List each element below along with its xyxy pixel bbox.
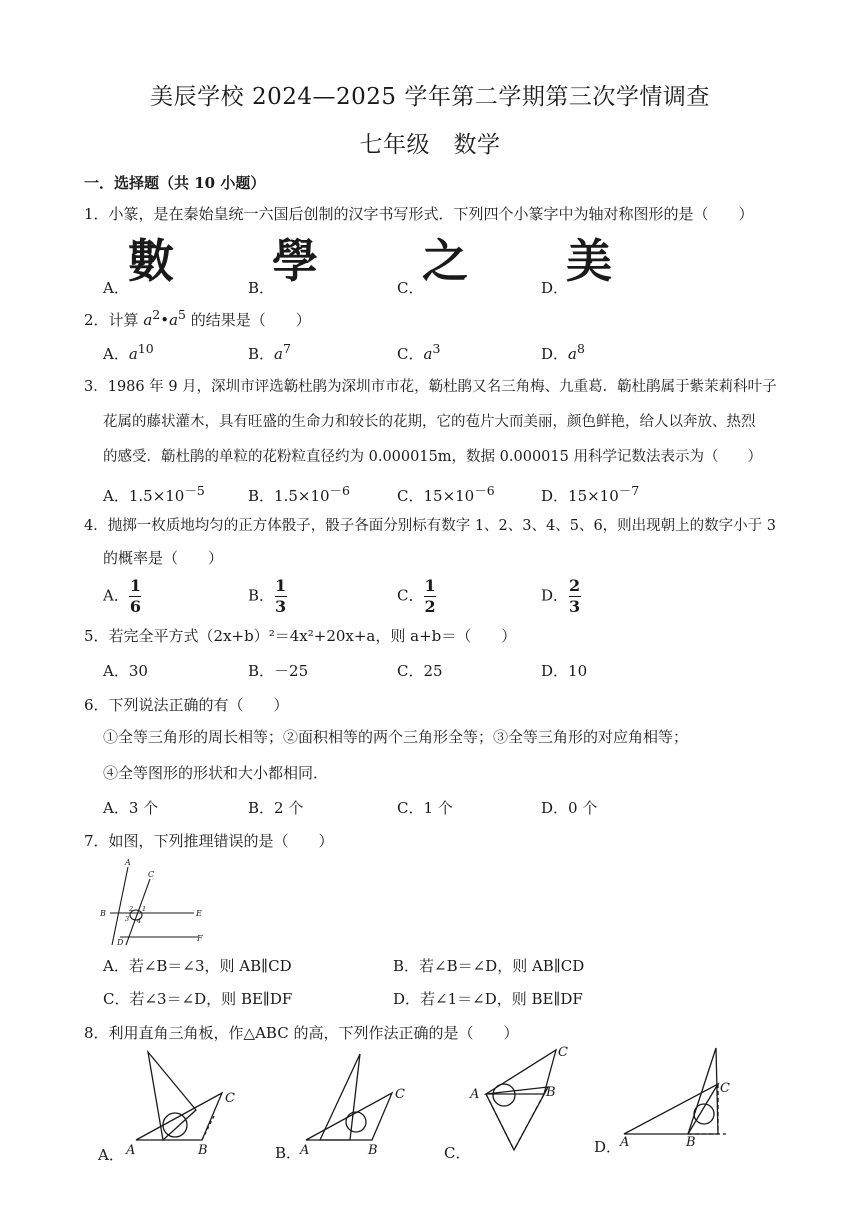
exam-subtitle: 七年级 数学 [359, 132, 501, 158]
q1-option-b-label: B． [248, 279, 275, 297]
q4-option-d-label: D． [541, 586, 569, 605]
q5-option-b: B．－25 [248, 662, 309, 680]
q4-option-b [248, 578, 287, 615]
q4-option-c-denominator: 2 [424, 597, 436, 616]
q8b-hole [346, 1112, 366, 1132]
q7-parallel-lines-figure [98, 855, 218, 950]
q3-option-d [541, 481, 639, 506]
q4-option-c-numerator: 1 [424, 576, 436, 595]
q4-option-d-denominator: 3 [569, 597, 581, 616]
q2-suffix: 的结果是（ ） [185, 311, 311, 329]
q2-base-2: a [169, 311, 179, 329]
q3-option-b-exp: －6 [329, 483, 350, 498]
q3-option-c-exp: －6 [474, 483, 495, 498]
q2-option-b-base: a [274, 345, 283, 363]
q1-option-a-label: A． [103, 279, 129, 297]
q2-exp-1: 2 [152, 307, 161, 322]
q1-seal-glyph-c: 之 [422, 234, 468, 288]
question-6-statement-line-1: ①全等三角形的周长相等；②面积相等的两个三角形全等；③全等三角形的对应角相等； [103, 728, 689, 746]
q3-option-c-label: C． [397, 487, 424, 505]
q2-option-d-label: D． [541, 345, 569, 363]
q3-option-b-label: B． [248, 487, 275, 505]
q4-option-a-fraction [129, 578, 142, 615]
q8-figure-c [466, 1042, 578, 1157]
q7-option-d: D．若∠1＝∠D，则 BE∥DF [393, 990, 583, 1008]
q2-option-b-label: B． [248, 345, 275, 363]
q3-option-d-label: D． [541, 487, 569, 505]
q1-option-d-label: D． [541, 279, 569, 297]
q3-option-c-base: 15×10 [423, 487, 475, 505]
q4-option-c-fraction [423, 578, 436, 615]
q2-option-a-label: A． [103, 345, 129, 363]
q8a-triangle [136, 1093, 222, 1140]
q2-option-b [248, 341, 291, 364]
q6-option-b: B．2 个 [248, 799, 304, 817]
q5-option-c: C．25 [397, 662, 443, 680]
q3-option-b [248, 481, 350, 506]
question-3-line-3: 的感受．簕杜鹃的单粒的花粉粒直径约为 0.000015m，数据 0.000015 用科学记数法表示为（ ） [103, 449, 762, 465]
q3-option-a-base: 1.5×10 [128, 487, 185, 505]
q8b-triangle [306, 1093, 392, 1140]
q8-option-a-label: A． [98, 1146, 124, 1164]
q7-option-b: B．若∠B＝∠D，则 AB∥CD [393, 957, 585, 975]
q8b-label-b: B [368, 1143, 378, 1158]
q8d-label-c: C [720, 1081, 730, 1096]
question-4-line-2: 的概率是（ ） [103, 549, 224, 567]
question-8-stem: 8．利用直角三角板，作△ABC 的高，下列作法正确的是（ ） [84, 1024, 519, 1042]
q7-label-c: C [148, 870, 155, 879]
q6-option-c: C．1 个 [397, 799, 453, 817]
q3-option-b-base: 1.5×10 [274, 487, 330, 505]
question-3-line-1: 3．1986 年 9 月，深圳市评选簕杜鹃为深圳市市花，簕杜鹃又名三角梅、九重葛．簕杜鹃属于紫茉莉科叶子 [84, 379, 777, 395]
q7-label-d: D [117, 938, 124, 947]
q3-option-d-base: 15×10 [568, 487, 619, 505]
q8c-label-a: A [470, 1087, 480, 1102]
q8c-label-c: C [558, 1045, 568, 1060]
q3-option-d-exp: －7 [618, 483, 640, 498]
q7-angle-3: 3 [125, 915, 130, 923]
q7-angle-1: 1 [142, 905, 147, 913]
q1-seal-glyph-a: 數 [128, 234, 174, 288]
q3-option-a-exp: －5 [184, 483, 205, 498]
q8-figure-b [292, 1048, 417, 1160]
q4-option-b-label: B． [248, 586, 275, 605]
q5-option-a: A．30 [103, 662, 148, 680]
q1-seal-glyph-b: 學 [272, 234, 318, 288]
q8b-label-c: C [395, 1087, 405, 1102]
q7-angle-4: 4 [137, 917, 142, 925]
q3-option-a-label: A． [103, 487, 129, 505]
q8a-label-a: A [126, 1143, 136, 1158]
q6-option-a: A．3 个 [103, 799, 159, 817]
q7-angle-2: 2 [129, 905, 134, 913]
q2-option-d-exp: 8 [576, 341, 585, 356]
question-7-stem: 7．如图，下列推理错误的是（ ） [84, 832, 334, 850]
q4-option-d-fraction [568, 578, 581, 615]
q8a-set-square [148, 1052, 196, 1140]
q4-option-b-fraction [274, 578, 287, 615]
q1-seal-glyph-d: 美 [566, 234, 612, 288]
q6-option-d: D．0 个 [541, 799, 598, 817]
q2-option-c-base: a [423, 345, 433, 363]
question-6-statement-line-2: ④全等图形的形状和大小都相同． [103, 764, 329, 782]
q8a-label-b: B [198, 1143, 208, 1158]
q8c-label-b: B [546, 1085, 556, 1100]
q2-option-c [397, 341, 440, 364]
q4-option-a-denominator: 6 [129, 597, 141, 616]
q2-option-a-exp: 10 [137, 341, 154, 356]
q8d-triangle [624, 1084, 718, 1134]
q8c-hole [493, 1084, 515, 1106]
section-heading: 一．选择题（共 10 小题） [84, 174, 266, 192]
q4-option-a-numerator: 1 [129, 576, 141, 595]
q4-option-b-denominator: 3 [275, 597, 287, 616]
question-4-line-1: 4．抛掷一枚质地均匀的正方体骰子，骰子各面分别标有数字 1、2、3、4、5、6，则出现朝上的数字小于 3 [84, 518, 777, 534]
q3-option-a [103, 481, 205, 506]
q4-option-c [397, 578, 437, 615]
q2-dot: • [160, 311, 170, 329]
q4-option-d-numerator: 2 [569, 576, 581, 595]
q8a-label-c: C [225, 1091, 235, 1106]
q8-figure-a [118, 1048, 248, 1160]
q5-option-d: D．10 [541, 662, 588, 680]
q1-option-c-label: C． [397, 279, 424, 297]
question-1-stem: 1．小篆，是在秦始皇统一六国后创制的汉字书写形式．下列四个小篆字中为轴对称图形的是（ ） [84, 205, 754, 223]
question-3-line-2: 花属的藤状灌木，具有旺盛的生命力和较长的花期，它的苞片大而美丽，颜色鲜艳，给人以奔放、热烈 [103, 414, 756, 430]
q2-base-1: a [143, 311, 153, 329]
q7-option-a: A．若∠B＝∠3，则 AB∥CD [103, 957, 292, 975]
exam-title: 美辰学校 2024—2025 学年第二学期第三次学情调查 [150, 84, 710, 110]
q4-option-a [103, 578, 142, 615]
q2-option-c-exp: 3 [432, 341, 441, 356]
q4-option-d [541, 578, 581, 615]
q8-option-c-label: C． [444, 1144, 471, 1162]
q4-option-a-label: A． [103, 586, 129, 605]
q7-line-ab [112, 867, 128, 945]
q2-option-a [103, 341, 154, 364]
q2-prefix: 2．计算 [84, 311, 144, 329]
question-6-stem: 6．下列说法正确的有（ ） [84, 696, 289, 714]
q7-label-a: A [125, 858, 131, 867]
q7-label-f: F [197, 934, 203, 943]
question-5-stem: 5．若完全平方式（2x+b）²＝4x²+20x+a，则 a+b＝（ ） [84, 627, 517, 645]
q2-option-c-label: C． [397, 345, 424, 363]
question-2-stem [84, 307, 311, 330]
q7-label-e: E [196, 909, 202, 918]
q3-option-c [397, 481, 495, 506]
q4-option-c-label: C． [397, 586, 424, 605]
q2-option-b-exp: 7 [282, 341, 291, 356]
q7-label-b: B [100, 909, 106, 918]
q7-option-c: C．若∠3＝∠D，则 BE∥DF [103, 990, 293, 1008]
q8d-label-a: A [620, 1135, 630, 1150]
q8a-hole [163, 1113, 187, 1137]
q4-option-b-numerator: 1 [275, 576, 287, 595]
q8-figure-d [614, 1042, 744, 1152]
q2-option-d [541, 341, 585, 364]
q8-option-d-label: D． [594, 1138, 622, 1156]
q8d-label-b: B [686, 1135, 696, 1150]
q8c-set-square [486, 1087, 548, 1150]
q2-option-a-base: a [128, 345, 138, 363]
q8-option-b-label: B． [275, 1144, 302, 1162]
q2-exp-2: 5 [178, 307, 186, 322]
q2-option-d-base: a [568, 345, 577, 363]
q8b-label-a: A [300, 1143, 310, 1158]
q8b-set-square [320, 1054, 360, 1140]
